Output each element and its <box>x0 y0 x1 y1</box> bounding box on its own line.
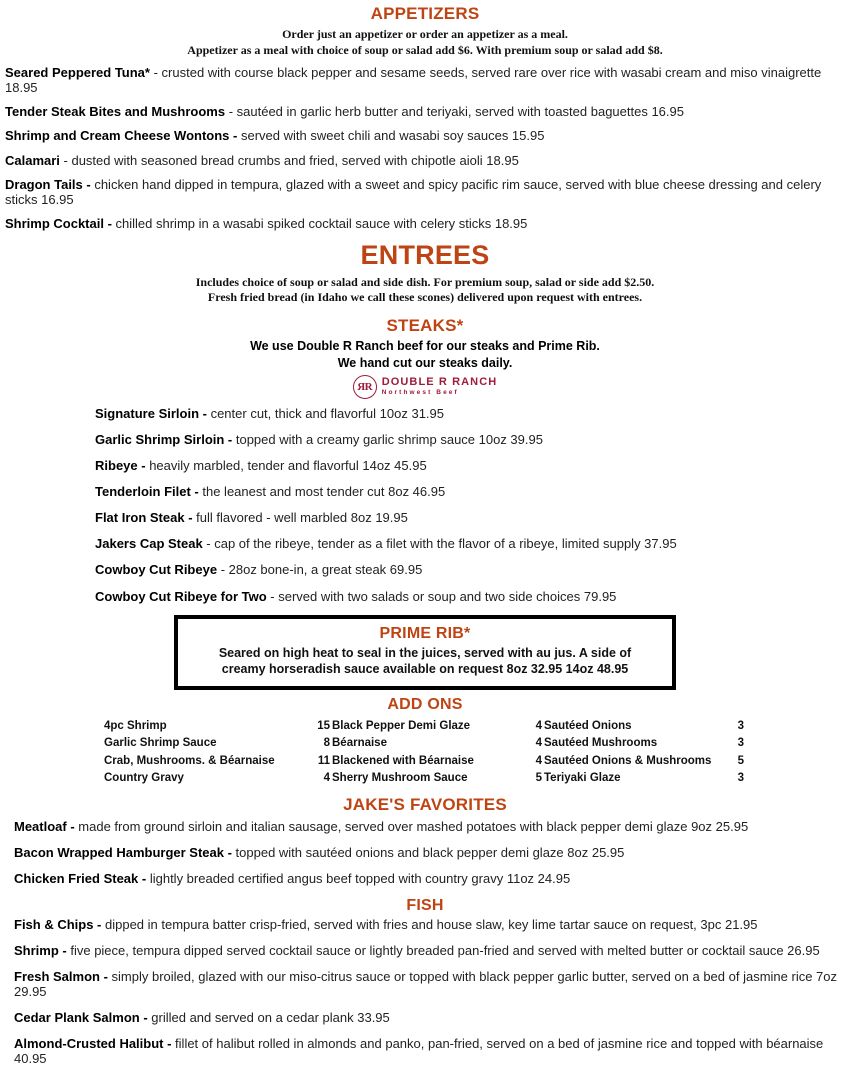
menu-item <box>14 1010 838 1025</box>
menu-item <box>95 589 842 604</box>
add-on-price: 4 <box>535 754 542 767</box>
menu-item <box>95 406 842 421</box>
menu-item-description: the leanest and most tender cut 8oz 46.95 <box>198 484 446 500</box>
menu-item-description: - 28oz bone-in, a great steak 69.95 <box>217 562 423 578</box>
menu-item <box>14 1036 838 1066</box>
section-heading-add-ons: ADD ONS <box>387 695 463 713</box>
steaks-subtitle-line-1: We use Double R Ranch beef for our steaks and Prime Rib. <box>250 339 600 353</box>
steaks-item-list <box>0 406 850 604</box>
add-on-label: Blackened with Béarnaise <box>332 754 474 767</box>
menu-item-name: Signature Sirloin - <box>95 406 207 421</box>
menu-item-description: topped with a creamy garlic shrimp sauce 10oz 39.95 <box>232 432 543 448</box>
menu-item <box>5 177 842 207</box>
menu-item <box>5 65 842 95</box>
section-heading-jakes-favorites: JAKE'S FAVORITES <box>343 794 507 814</box>
add-on-label: Sautéed Mushrooms <box>544 737 658 750</box>
menu-item <box>95 562 842 577</box>
menu-item-description: heavily marbled, tender and flavorful 14oz 45.95 <box>145 458 427 474</box>
prime-rib-callout <box>0 615 850 690</box>
menu-item-description: fillet of halibut rolled in almonds and panko, pan-fried, served on a bed of jasmine rice and topped with béarnaise 40.95 <box>14 1036 824 1066</box>
menu-item-name: Cowboy Cut Ribeye <box>95 562 218 578</box>
menu-item-description: five piece, tempura dipped served cocktail sauce or lightly breaded pan-fried and served with melted butter or cocktail sauce 26.95 <box>66 942 820 958</box>
menu-item-name: Seared Peppered Tuna* <box>5 65 150 81</box>
add-on-label: Sautéed Onions & Mushrooms <box>544 754 712 767</box>
menu-item-description: made from ground sirloin and italian sausage, served over mashed potatoes with black pepper demi glaze 9oz 25.95 <box>74 818 749 834</box>
add-on-price: 11 <box>317 754 330 767</box>
menu-item-name: Shrimp Cocktail - <box>5 215 112 231</box>
menu-item <box>5 216 842 231</box>
menu-item <box>5 128 842 143</box>
section-heading-entrees: ENTREES <box>360 239 490 270</box>
menu-item-description: - crusted with course black pepper and sesame seeds, served rare over rice with wasabi cream and miso vinaigrette 18.95 <box>5 65 822 96</box>
prime-rib-description-line-2: creamy horseradish sauce available on request 8oz 32.95 14oz 48.95 <box>221 662 629 677</box>
prime-rib-description-line-1: Seared on high heat to seal in the juices, served with au jus. A side of <box>218 645 632 660</box>
section-heading-prime-rib: PRIME RIB* <box>379 624 471 642</box>
add-on-label: Garlic Shrimp Sauce <box>104 737 217 750</box>
add-on-price: 8 <box>323 737 330 750</box>
menu-item-description: - dusted with seasoned bread crumbs and fried, served with chipotle aioli 18.95 <box>59 152 519 168</box>
entrees-subtitle-line-1: Includes choice of soup or salad and side dish. For premium soup, salad or side add $2.50. <box>195 274 655 289</box>
menu-item-name: Calamari <box>5 152 60 168</box>
fish-item-list <box>0 917 850 1066</box>
menu-item <box>95 458 842 473</box>
double-r-ranch-logo <box>0 375 850 399</box>
menu-item-name: Meatloaf - <box>14 818 75 834</box>
add-on-price: 5 <box>535 772 542 785</box>
menu-item-name: Garlic Shrimp Sirloin - <box>95 432 233 448</box>
menu-item <box>95 484 842 499</box>
appetizers-subtitle-line-1: Order just an appetizer or order an appetizer as a meal. <box>282 27 568 41</box>
double-r-ranch-logo-name: DOUBLE R RANCH <box>381 376 498 389</box>
add-on-price: 3 <box>737 772 744 785</box>
section-heading-steaks: STEAKS* <box>386 316 464 335</box>
menu-item <box>14 943 838 958</box>
menu-item-name: Shrimp - <box>14 942 67 958</box>
add-on-label: Teriyaki Glaze <box>544 772 621 785</box>
menu-item <box>14 917 838 932</box>
menu-item-name: Jakers Cap Steak <box>95 536 203 552</box>
add-on-label: Crab, Mushrooms. & Béarnaise <box>104 754 275 767</box>
double-r-ranch-monogram-icon: ЯR <box>353 375 377 399</box>
section-heading-appetizers: APPETIZERS <box>370 4 480 23</box>
add-on-label: 4pc Shrimp <box>104 719 167 732</box>
add-ons-table <box>0 718 850 788</box>
menu-item-name: Shrimp and Cream Cheese Wontons - <box>5 128 238 144</box>
add-on-price: 4 <box>323 772 330 785</box>
menu-item-description: center cut, thick and flavorful 10oz 31.95 <box>206 406 444 421</box>
menu-item-description: - served with two salads or soup and two side choices 79.95 <box>266 588 617 604</box>
menu-item <box>14 969 838 999</box>
menu-item-description: topped with sautéed onions and black pepper demi glaze 8oz 25.95 <box>231 844 625 860</box>
menu-item-name: Fish & Chips - <box>14 916 102 932</box>
menu-item-name: Tender Steak Bites and Mushrooms <box>5 104 226 120</box>
appetizers-item-list <box>0 65 850 231</box>
menu-item-description: full flavored - well marbled 8oz 19.95 <box>192 510 408 526</box>
menu-item <box>5 153 842 168</box>
menu-item-description: - cap of the ribeye, tender as a filet with the flavor of a ribeye, limited supply 37.95 <box>202 536 677 552</box>
entrees-subtitle-line-2: Fresh fried bread (in Idaho we call these scones) delivered upon request with entrees. <box>207 290 643 305</box>
menu-item-description: dipped in tempura batter crisp-fried, served with fries and house slaw, key lime tartar sauce on request, 3pc 21.95 <box>101 916 758 932</box>
menu-item-name: Chicken Fried Steak - <box>14 870 147 886</box>
add-on-price: 15 <box>317 719 330 732</box>
appetizers-subtitle-line-2: Appetizer as a meal with choice of soup or salad add $6. With premium soup or salad add $8. <box>187 42 663 57</box>
menu-item-name: Cowboy Cut Ribeye for Two <box>95 588 267 604</box>
add-on-label: Béarnaise <box>332 737 387 750</box>
add-on-label: Country Gravy <box>104 772 184 785</box>
menu-item-name: Cedar Plank Salmon - <box>14 1010 148 1026</box>
add-on-price: 4 <box>535 719 542 732</box>
menu-item <box>14 819 840 834</box>
menu-page <box>0 4 850 1066</box>
add-on-price: 3 <box>737 737 744 750</box>
menu-item <box>95 432 842 447</box>
menu-item-name: Tenderloin Filet - <box>95 484 199 500</box>
menu-item-description: - sautéed in garlic herb butter and teriyaki, served with toasted baguettes 16.95 <box>225 104 684 120</box>
menu-item-description: chicken hand dipped in tempura, glazed with a sweet and spicy pacific rim sauce, served with blue cheese dressing and celery sticks 16.95 <box>5 176 822 207</box>
menu-item-description: simply broiled, glazed with our miso-citrus sauce or topped with black pepper garlic butter, served on a bed of jasmine rice 7oz 29.95 <box>14 968 838 999</box>
menu-item-name: Almond-Crusted Halibut - <box>14 1036 172 1052</box>
menu-item-description: chilled shrimp in a wasabi spiked cocktail sauce with celery sticks 18.95 <box>111 215 528 231</box>
menu-item <box>14 871 840 886</box>
menu-item-name: Ribeye - <box>95 458 146 474</box>
menu-item-name: Dragon Tails - <box>5 176 91 192</box>
add-on-price: 3 <box>737 719 744 732</box>
menu-item-description: grilled and served on a cedar plank 33.95 <box>147 1010 390 1026</box>
menu-item-description: lightly breaded certified angus beef topped with country gravy 11oz 24.95 <box>146 870 571 886</box>
menu-item-name: Fresh Salmon - <box>14 968 108 984</box>
menu-item <box>5 104 842 119</box>
double-r-ranch-logo-tagline: Northwest Beef <box>381 388 459 396</box>
steaks-subtitle-line-2: We hand cut our steaks daily. <box>337 355 513 370</box>
add-on-label: Sautéed Onions <box>544 719 632 732</box>
menu-item <box>95 536 842 551</box>
menu-item-name: Flat Iron Steak - <box>95 510 193 526</box>
add-on-price: 4 <box>535 737 542 750</box>
add-on-label: Sherry Mushroom Sauce <box>332 772 468 785</box>
jakes-favorites-item-list <box>0 819 850 886</box>
section-heading-fish: FISH <box>406 896 444 914</box>
menu-item-name: Bacon Wrapped Hamburger Steak - <box>14 844 232 860</box>
menu-item <box>14 845 840 860</box>
menu-item <box>95 510 842 525</box>
add-on-label: Black Pepper Demi Glaze <box>332 719 471 732</box>
menu-item-description: served with sweet chili and wasabi soy sauces 15.95 <box>237 128 545 144</box>
add-on-price: 5 <box>737 754 744 767</box>
